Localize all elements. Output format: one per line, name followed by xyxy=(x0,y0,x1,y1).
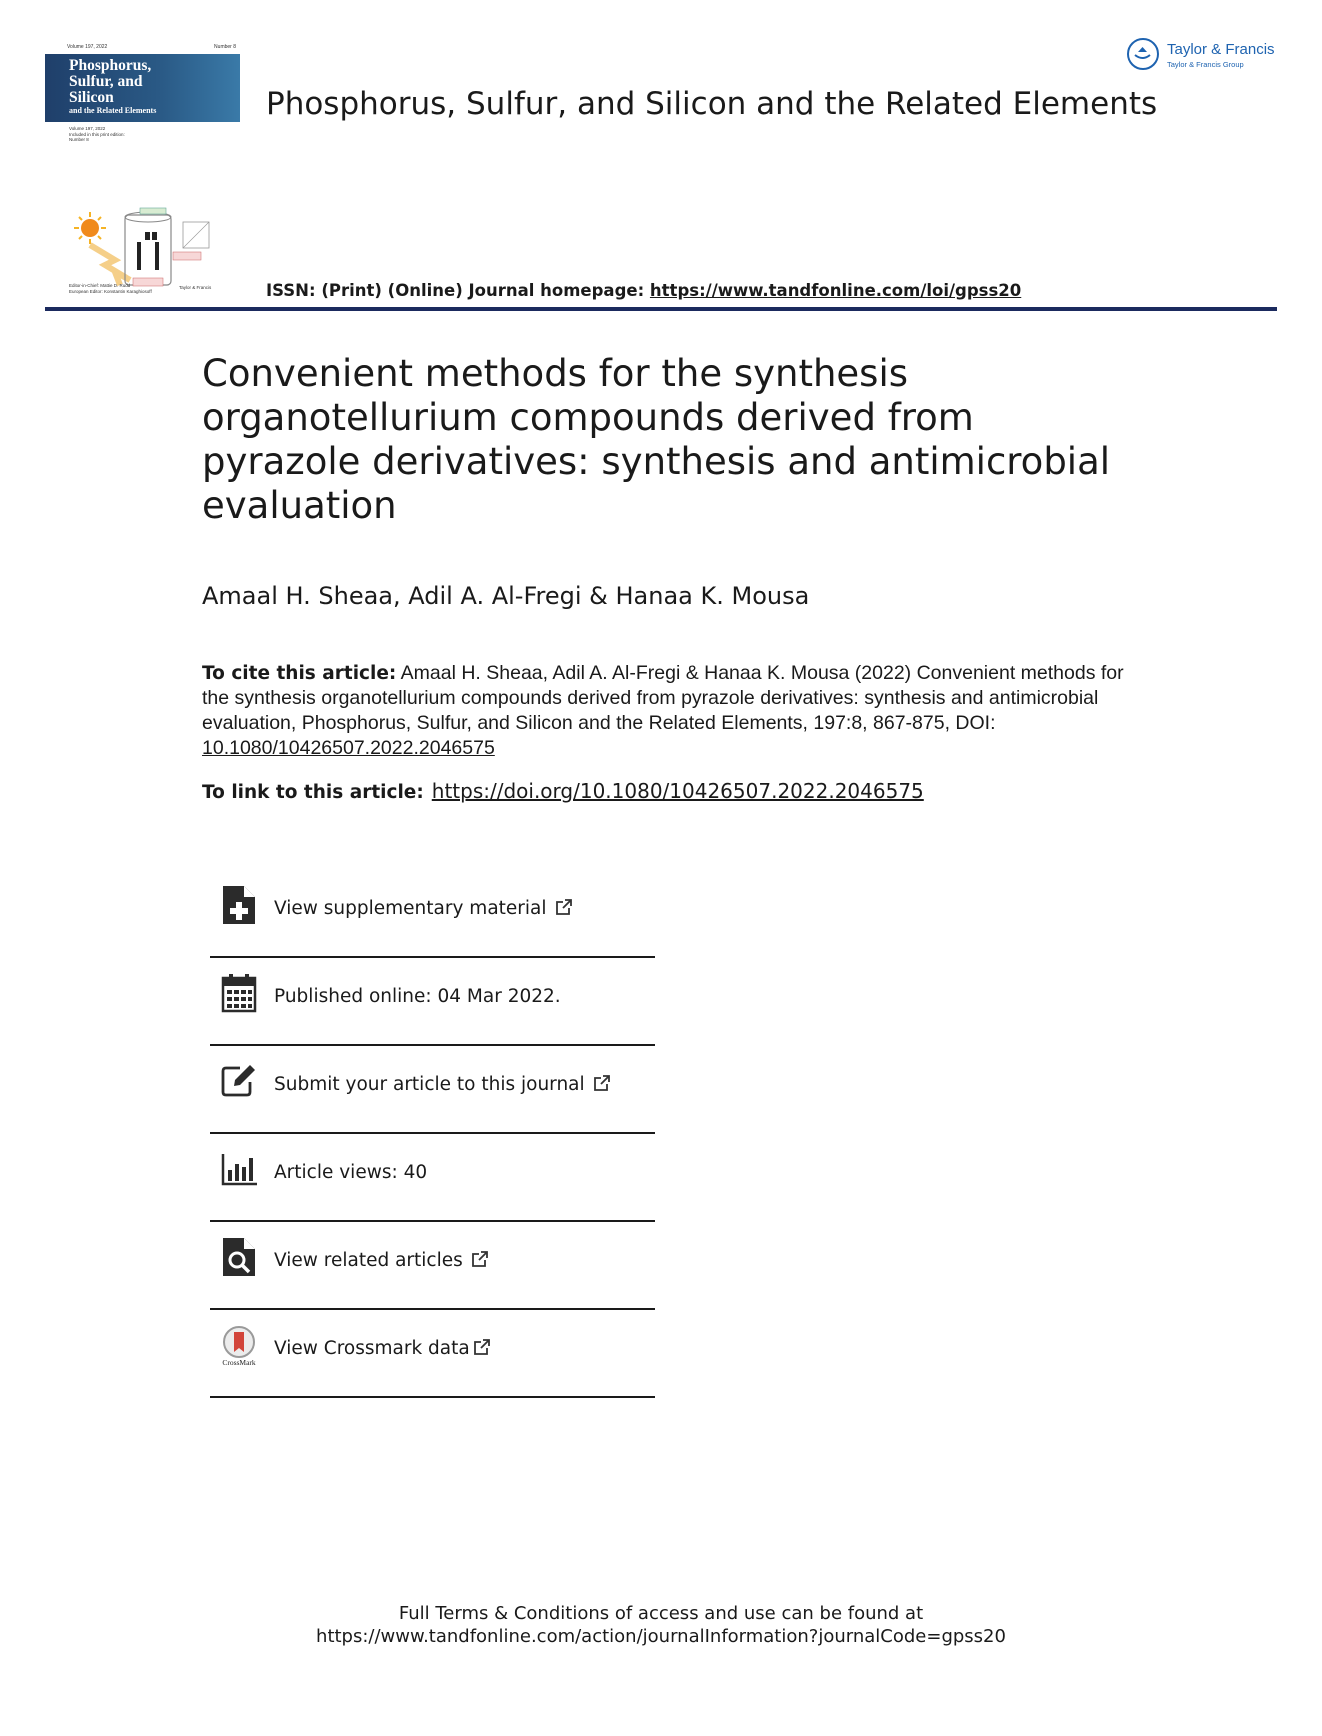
bar-chart-icon xyxy=(220,1148,258,1190)
cover-illustration xyxy=(45,160,240,300)
publisher-name: Taylor & Francis xyxy=(1167,41,1275,58)
cover-note: Volume 197, 2022 xyxy=(69,126,106,131)
action-label: View supplementary material xyxy=(274,898,573,919)
article-link-line xyxy=(202,779,924,803)
terms-line: Full Terms & Conditions of access and use can be found at xyxy=(398,1603,924,1624)
cover-editor: European Editor: Konstantin Karaghiosoff xyxy=(69,288,152,294)
terms-footer xyxy=(0,1602,1322,1648)
citation-text: Amaal H. Sheaa, Adil A. Al-Fregi & Hanaa K. Mousa (2022) Convenient methods for the synthesis organotellurium compounds derived from pyrazole derivatives: synthesis and antimicrobial evaluation, Phosphorus, Sulfur, and Silicon and the Related Elements, 197:8, 867-875, DOI: xyxy=(202,662,1124,734)
cover-note: Number 8 xyxy=(69,137,89,142)
cover-editor: Editor-in-Chief: Mattie D. Rudd xyxy=(69,283,131,288)
cover-volume: Volume 197, 2022 xyxy=(67,44,108,50)
edit-icon xyxy=(220,1060,258,1102)
publisher-group: Taylor & Francis Group xyxy=(1167,60,1244,69)
citation-doi-link[interactable]: 10.1080/10426507.2022.2046575 xyxy=(202,737,495,759)
journal-cover[interactable] xyxy=(45,40,240,306)
header-divider xyxy=(45,307,1277,311)
action-label: View Crossmark data xyxy=(274,1338,491,1359)
crossmark-icon xyxy=(220,1324,258,1366)
external-link-icon xyxy=(593,1074,611,1092)
cover-note: Included in this print edition: xyxy=(69,131,125,137)
action-label: Submit your article to this journal xyxy=(274,1074,611,1095)
sun-icon xyxy=(74,212,106,244)
action-label: Article views: 40 xyxy=(274,1162,428,1183)
view-crossmark-data[interactable] xyxy=(210,1310,655,1398)
external-link-icon xyxy=(555,898,573,916)
citation-block xyxy=(202,661,1142,761)
view-related-articles[interactable] xyxy=(210,1222,655,1310)
cover-top-line xyxy=(45,40,240,54)
journal-title: Phosphorus, Sulfur, and Silicon and the Related Elements xyxy=(266,86,1158,122)
citation-label: To cite this article: xyxy=(202,663,397,684)
cover-title-line-1: Phosphorus, xyxy=(69,57,152,74)
article-doi-link[interactable]: https://doi.org/10.1080/10426507.2022.2046575 xyxy=(431,779,924,803)
published-online xyxy=(210,958,655,1046)
cover-footer xyxy=(69,283,240,294)
calendar-icon xyxy=(220,972,258,1014)
action-label: View related articles xyxy=(274,1250,489,1271)
terms-url[interactable]: https://www.tandfonline.com/action/journalInformation?journalCode=gpss20 xyxy=(316,1626,1006,1647)
journal-homepage-link[interactable]: https://www.tandfonline.com/loi/gpss20 xyxy=(649,281,1022,300)
external-link-icon xyxy=(471,1250,489,1268)
cover-subtitle: and the Related Elements xyxy=(69,106,157,115)
crossmark-caption: CrossMark xyxy=(222,1358,256,1366)
cover-title-band xyxy=(45,54,240,122)
action-label: Published online: 04 Mar 2022. xyxy=(274,986,561,1007)
cover-title-line-3: Silicon xyxy=(69,89,114,106)
article-title: Convenient methods for the synthesis organotellurium compounds derived from pyrazole derivatives: synthesis and antimicrobial evaluation xyxy=(202,352,1111,527)
article-views xyxy=(210,1134,655,1222)
article-authors: Amaal H. Sheaa, Adil A. Al-Fregi & Hanaa K. Mousa xyxy=(202,582,810,610)
publisher-logo[interactable] xyxy=(1127,38,1287,78)
file-search-icon xyxy=(220,1236,258,1278)
view-supplementary-material[interactable] xyxy=(210,870,655,958)
external-link-icon xyxy=(473,1338,491,1356)
article-link-label: To link to this article: xyxy=(202,782,424,803)
article-actions xyxy=(210,870,655,1398)
issn-label: ISSN: (Print) (Online) Journal homepage: xyxy=(266,281,650,300)
cover-title-line-2: Sulfur, and xyxy=(69,73,143,90)
cover-notes xyxy=(45,122,240,143)
cover-publisher: Taylor & Francis xyxy=(179,285,212,290)
issn-line xyxy=(266,281,1021,300)
submit-article[interactable] xyxy=(210,1046,655,1134)
cover-number: Number 8 xyxy=(214,44,236,50)
publisher-logo-icon xyxy=(1127,38,1159,70)
file-plus-icon xyxy=(220,884,258,926)
